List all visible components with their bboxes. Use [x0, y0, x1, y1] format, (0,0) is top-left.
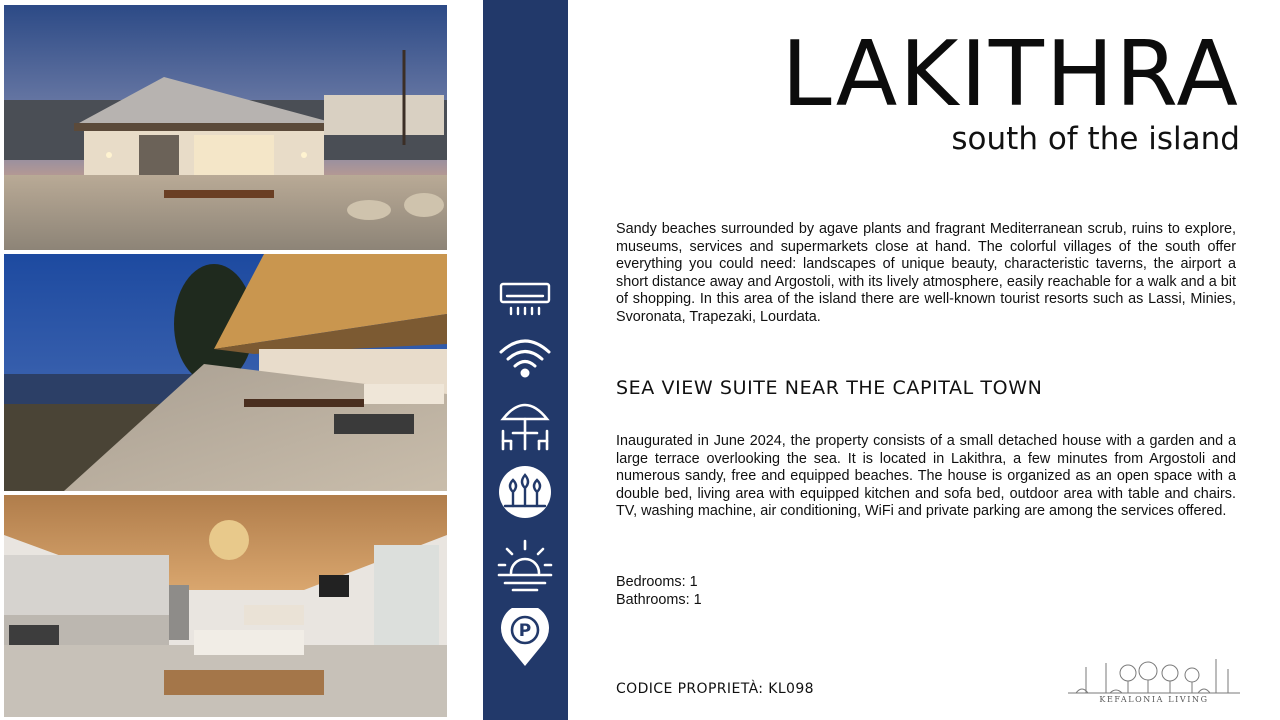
brand-logo-text: KEFALONIA LIVING [1099, 695, 1209, 704]
parking-icon-label: P [518, 621, 532, 641]
bedrooms-count: Bedrooms: 1 [616, 574, 698, 590]
property-name: LAKITHRA [781, 22, 1240, 127]
property-code: CODICE PROPRIETÀ: KL098 [616, 681, 814, 697]
parking-icon [495, 608, 555, 668]
photo-house-exterior-night [4, 5, 447, 250]
property-details: Inaugurated in June 2024, the property consists of a small detached house with a garden and a large terrace overlooking the sea. It is located in Lakithra, a few minutes from Argostoli and numerous sandy, free and equipped beaches. The house is organized as an open space with a double bed, living area with equipped kitchen and sofa bed, outdoor area with table and chairs. TV, washing machine, air conditioning, WiFi and private parking are among the services offered. [616, 433, 1236, 519]
amenities-sidebar [483, 0, 568, 720]
air-conditioner-icon [495, 270, 555, 330]
photo-terrace-sea-view [4, 254, 447, 491]
photo-living-kitchen-interior [4, 495, 447, 717]
property-area: south of the island [951, 121, 1240, 157]
garden-icon [495, 462, 555, 522]
wifi-icon [495, 328, 555, 388]
bathrooms-count: Bathrooms: 1 [616, 592, 702, 608]
area-description: Sandy beaches surrounded by agave plants and fragrant Mediterranean scrub, ruins to explore, museums, services and supermarkets close at hand. The colorful villages of the south offer everything you could need: landscapes of unique beauty, characteristic taverns, the airport a short distance away and Argostoli, with its lively atmosphere, easily reachable for a walk and a bit of shopping. In this area of the island there are well-known tourist resorts such as Lassi, Minies, Svoronata, Trapezaki, Lourdata. [616, 221, 1236, 325]
brand-logo [1066, 655, 1242, 711]
property-headline: SEA VIEW SUITE NEAR THE CAPITAL TOWN [616, 377, 1043, 399]
outdoor-dining-icon [495, 393, 555, 453]
sunset-view-icon [495, 535, 555, 595]
